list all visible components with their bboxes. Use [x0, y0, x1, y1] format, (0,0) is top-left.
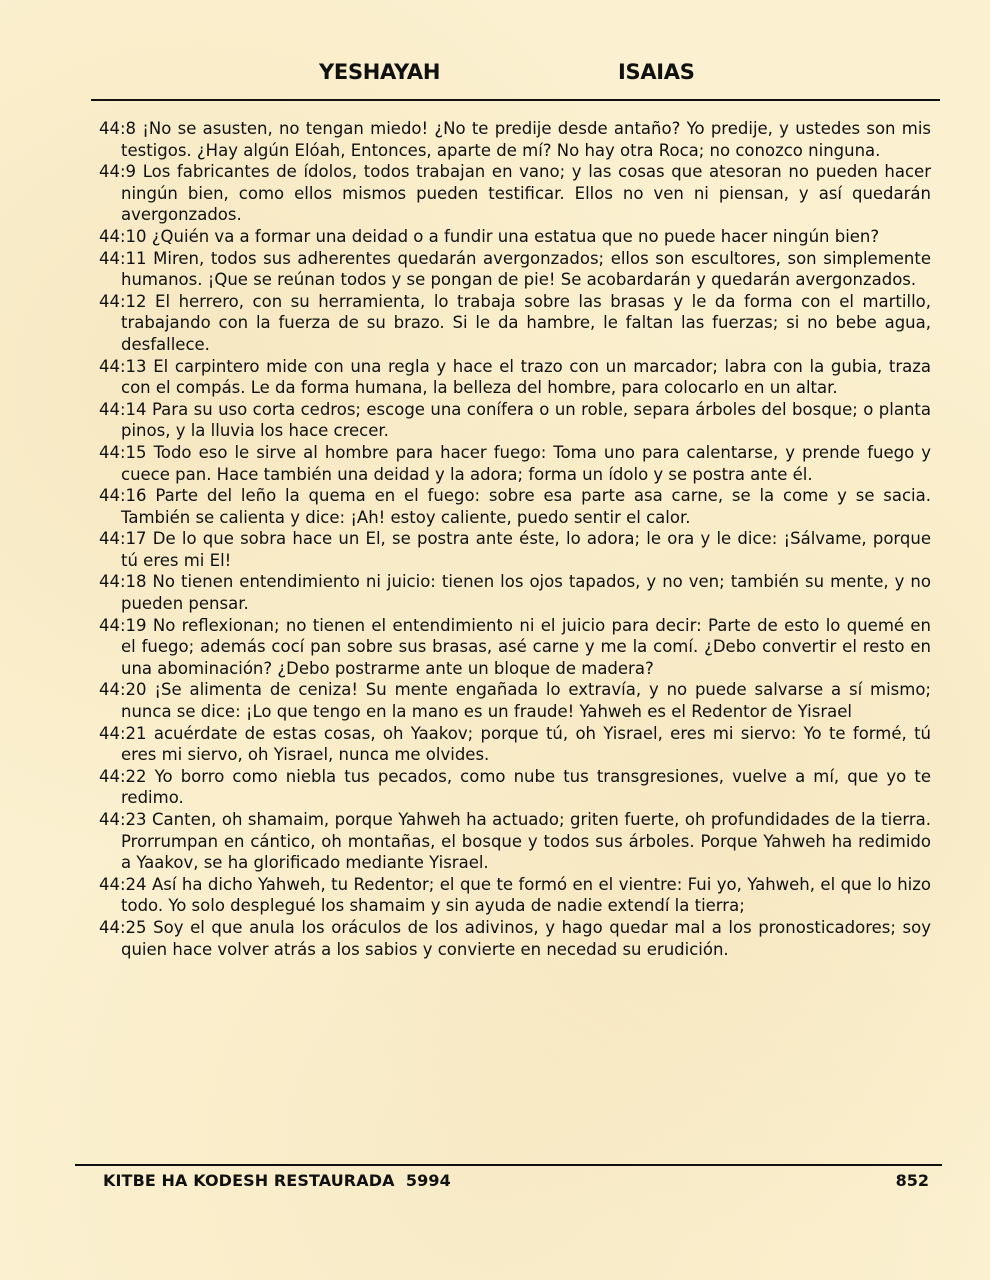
verse-list: [99, 118, 931, 960]
verse-44-9: 44:9 Los fabricantes de ídolos, todos trabajan en vano; y las cosas que atesoran no pueden hacer ningún bien, como ellos mismos pueden testificar. Ellos no ven ni piensan, y así quedarán avergonzados.: [99, 162, 931, 225]
footer-title: KITBE HA KODESH RESTAURADA 5994: [103, 1171, 451, 1190]
header-book-hebrew: YESHAYAH: [319, 60, 441, 84]
verse-44-24: 44:24 Así ha dicho Yahweh, tu Redentor; el que te formó en el vientre: Fui yo, Yahweh, el que lo hizo todo. Yo solo desplegué los shamaim y sin ayuda de nadie extendí la tierra;: [99, 874, 931, 916]
verse-44-13: 44:13 El carpintero mide con una regla y hace el trazo con un marcador; labra con la gubia, traza con el compás. Le da forma humana, la belleza del hombre, para colocarlo en un altar.: [99, 356, 931, 398]
verse-44-21: 44:21 acuérdate de estas cosas, oh Yaakov; porque tú, oh Yisrael, eres mi siervo: Yo te formé, tú eres mi siervo, oh Yisrael, nunca me olvides.: [99, 723, 931, 765]
verse-44-14: 44:14 Para su uso corta cedros; escoge una conífera o un roble, separa árboles del bosque; o planta pinos, y la lluvia los hace crecer.: [99, 399, 931, 441]
verse-44-16: 44:16 Parte del leño la quema en el fuego: sobre esa parte asa carne, se la come y se sacia. También se calienta y dice: ¡Ah! estoy caliente, puedo sentir el calor.: [99, 486, 931, 527]
verse-44-22: 44:22 Yo borro como niebla tus pecados, como nube tus transgresiones, vuelve a mí, que yo te redimo.: [99, 766, 931, 808]
page-number: 852: [895, 1171, 929, 1190]
verse-44-19: 44:19 No reflexionan; no tienen el entendimiento ni el juicio para decir: Parte de esto lo quemé en el fuego; además cocí pan sobre sus brasas, asé carne y me la comí. ¿Debo convertir el resto en una abominación? ¿Debo postrarme ante un bloque de madera?: [99, 615, 931, 678]
page-header: [0, 60, 990, 90]
verse-44-20: 44:20 ¡Se alimenta de ceniza! Su mente engañada lo extravía, y no puede salvarse a sí mismo; nunca se dice: ¡Lo que tengo en la mano es un fraude! Yahweh es el Redentor de Yisrael: [99, 680, 931, 722]
verse-44-18: 44:18 No tienen entendimiento ni juicio: tienen los ojos tapados, y no ven; también su mente, y no pueden pensar.: [99, 572, 931, 614]
verse-44-11: 44:11 Miren, todos sus adherentes quedarán avergonzados; ellos son escultores, son simplemente humanos. ¡Que se reúnan todos y se pongan de pie! Se acobardarán y quedarán avergonzados.: [99, 248, 931, 290]
header-divider: [91, 99, 940, 101]
verse-44-17: 44:17 De lo que sobra hace un El, se postra ante éste, lo adora; le ora y le dice: ¡Sálvame, porque tú eres mi El!: [99, 529, 931, 570]
verse-44-8: 44:8 ¡No se asusten, no tengan miedo! ¿No te predije desde antaño? Yo predije, y ustedes son mis testigos. ¿Hay algún Elóah, Entonces, aparte de mí? No hay otra Roca; no conozco ninguna.: [99, 119, 931, 160]
verse-44-23: 44:23 Canten, oh shamaim, porque Yahweh ha actuado; griten fuerte, oh profundidades de la tierra. Prorrumpan en cántico, oh montañas, el bosque y todos sus árboles. Porque Yahweh ha redimido a Yaakov, se ha glorificado mediante Yisrael.: [99, 810, 931, 873]
verse-44-10: 44:10 ¿Quién va a formar una deidad o a fundir una estatua que no puede hacer ningún bien?: [99, 226, 880, 246]
verse-44-15: 44:15 Todo eso le sirve al hombre para hacer fuego: Toma uno para calentarse, y prende fuego y cuece pan. Hace también una deidad y la adora; forma un ídolo y se postra ante él.: [99, 442, 931, 484]
verse-44-12: 44:12 El herrero, con su herramienta, lo trabaja sobre las brasas y le da forma con el martillo, trabajando con la fuerza de su brazo. Si le da hambre, le faltan las fuerzas; si no bebe agua, desfallece.: [99, 291, 931, 354]
footer-divider: [75, 1164, 942, 1166]
header-book-spanish: ISAIAS: [618, 60, 695, 84]
verse-44-25: 44:25 Soy el que anula los oráculos de los adivinos, y hago quedar mal a los pronosticadores; soy quien hace volver atrás a los sabios y convierte en necedad su erudición.: [99, 917, 931, 959]
